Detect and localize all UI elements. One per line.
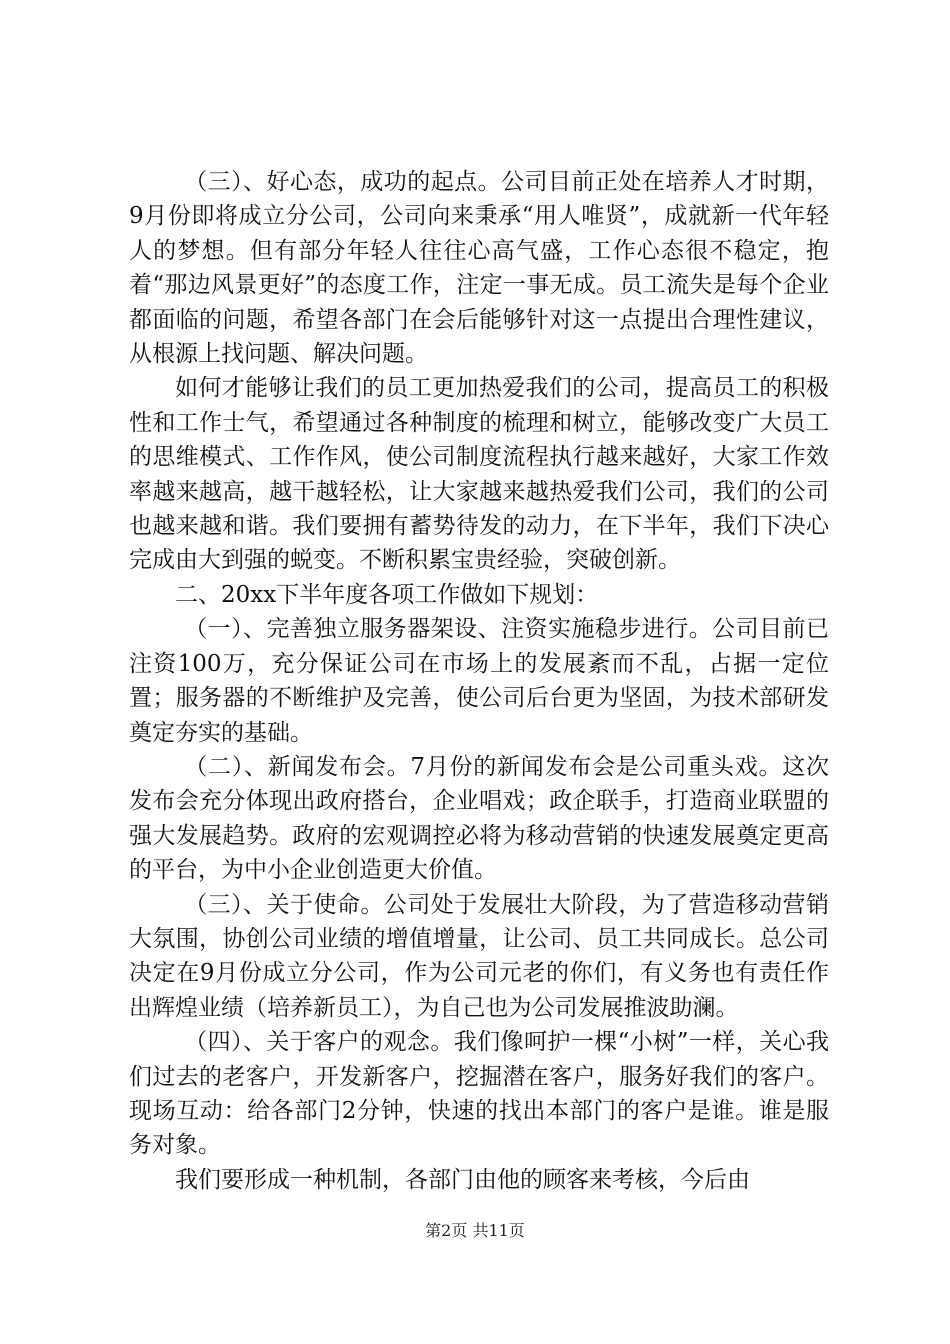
paragraph-attitude: （三）、好心态，成功的起点。公司目前正处在培养人才时期，9月份即将成立分公司，公司向来秉承“用人唯贤”，成就新一代年轻人的梦想。但有部分年轻人往往心高气盛，工作心态很不稳定，抱着“那边风景更好”的态度工作，注定一事无成。员工流失是每个企业都面临的问题，希望各部门在会后能够针对这一点提出合理性建议，从根源上找问题、解决问题。 <box>129 169 829 368</box>
page-number-footer: 第2页 共11页 <box>425 1221 525 1240</box>
paragraph-mission: （三）、关于使命。公司处于发展壮大阶段，为了营造移动营销大氛围，协创公司业绩的增值增量，让公司、员工共同成长。总公司决定在9月份成立分公司，作为公司元老的你们，有义务也有责任作出辉煌业绩（培养新员工），为自己也为公司发展推波助澜。 <box>129 891 829 1021</box>
document-body <box>129 165 829 1197</box>
paragraph-customer: （四）、关于客户的观念。我们像呵护一棵“小树”一样，关心我们过去的老客户，开发新客户，挖掘潜在客户，服务好我们的客户。现场互动：给各部门2分钟，快速的找出本部门的客户是谁。谁是服务对象。 <box>129 1029 829 1159</box>
paragraph-server: （一）、完善独立服务器架设、注资实施稳步进行。公司目前已注资100万，充分保证公司在市场上的发展紊而不乱，占据一定位置；服务器的不断维护及完善，使公司后台更为坚固，为技术部研发奠定夯实的基础。 <box>129 616 829 746</box>
paragraph-press-conference: （二）、新闻发布会。7月份的新闻发布会是公司重头戏。这次发布会充分体现出政府搭台，企业唱戏；政企联手，打造商业联盟的强大发展趋势。政府的宏观调控必将为移动营销的快速发展奠定更高的平台，为中小企业创造更大价值。 <box>129 753 829 884</box>
paragraph-section-heading: 二、20xx下半年度各项工作做如下规划： <box>175 581 599 608</box>
paragraph-employee-love: 如何才能够让我们的员工更加热爱我们的公司，提高员工的积极性和工作士气，希望通过各种制度的梳理和树立，能够改变广大员工的思维模式、工作作风，使公司制度流程执行越来越好，大家工作效率越来越高，越干越轻松，让大家越来越热爱我们公司，我们的公司也越来越和谐。我们要拥有蓄势待发的动力，在下半年，我们下决心完成由大到强的蜕变。不断积累宝贵经验，突破创新。 <box>129 375 829 574</box>
paragraph-mechanism: 我们要形成一种机制，各部门由他的顾客来考核，今后由 <box>175 1166 750 1193</box>
